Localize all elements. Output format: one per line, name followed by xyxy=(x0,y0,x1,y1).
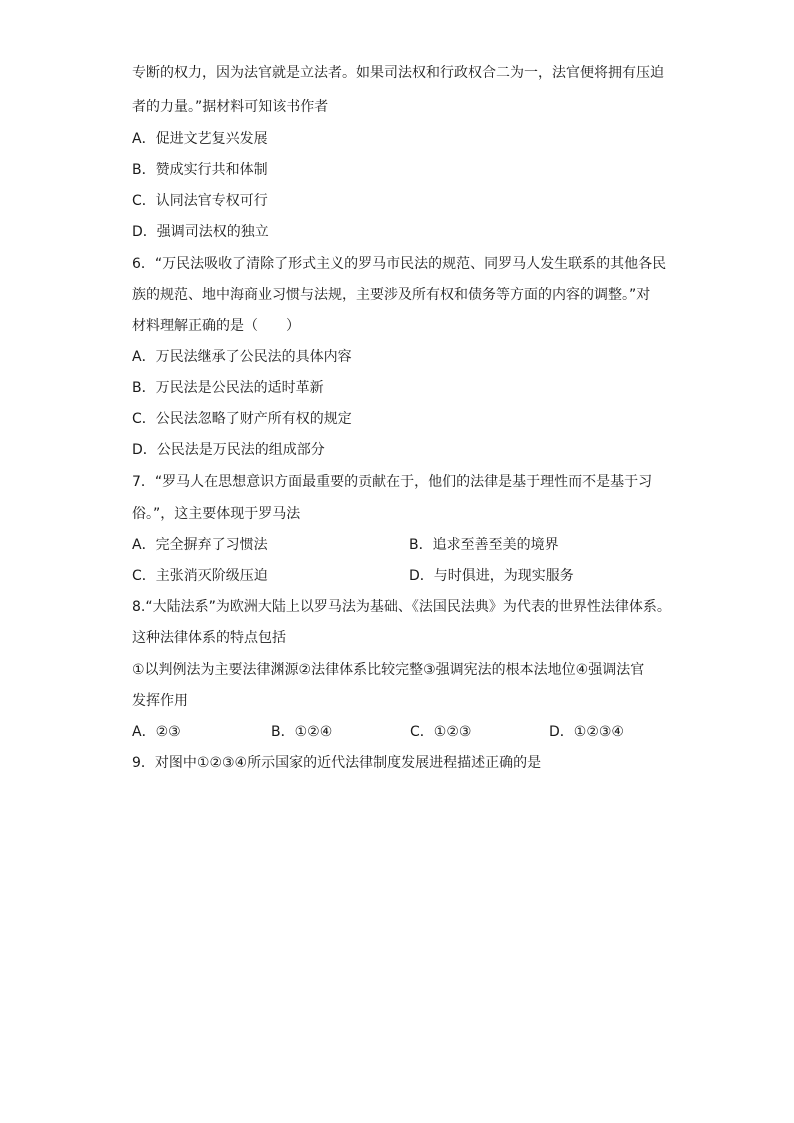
q7-option-b: B．追求至善至美的境界 xyxy=(409,537,559,553)
q6-stem-line-2: 族的规范、地中海商业习惯与法规，主要涉及所有权和债务等方面的内容的调整。”对 xyxy=(132,287,651,303)
q7-option-a: A．完全摒弃了习惯法 xyxy=(132,537,268,553)
q7-stem-line-1: 7．“罗马人在思想意识方面最重要的贡献在于，他们的法律是基于理性而不是基于习 xyxy=(132,474,653,490)
q8-option-a: A．②③ xyxy=(132,724,181,740)
q8-stem-line-1: 8.“大陆法系”为欧洲大陆上以罗马法为基础、《法国民法典》为代表的世界性法律体系。 xyxy=(132,599,671,615)
q6-option-b: B．万民法是公民法的适时革新 xyxy=(132,380,324,396)
q5-stem-line-2: 者的力量。”据材料可知该书作者 xyxy=(132,99,329,115)
q8-stem-line-4: 发挥作用 xyxy=(132,693,188,709)
q5-option-a: A．促进文艺复兴发展 xyxy=(132,131,268,147)
q9-stem-line-1: 9．对图中①②③④所示国家的近代法律制度发展进程描述正确的是 xyxy=(132,755,542,771)
q7-option-c: C．主张消灭阶级压迫 xyxy=(132,568,268,584)
q8-option-b: B．①②④ xyxy=(271,724,333,740)
q6-stem-line-1: 6．“万民法吸收了清除了形式主义的罗马市民法的规范、同罗马人发生联系的其他各民 xyxy=(132,256,667,272)
q8-stem-line-3: ①以判例法为主要法律渊源②法律体系比较完整③强调宪法的根本法地位④强调法官 xyxy=(132,662,645,678)
q6-stem-line-3: 材料理解正确的是（ ） xyxy=(132,318,300,334)
q5-option-d: D．强调司法权的独立 xyxy=(132,224,269,240)
q5-option-b: B．赞成实行共和体制 xyxy=(132,162,268,178)
q6-option-d: D．公民法是万民法的组成部分 xyxy=(132,442,325,458)
q7-stem-line-2: 俗。”，这主要体现于罗马法 xyxy=(132,506,301,522)
q8-stem-line-2: 这种法律体系的特点包括 xyxy=(132,630,286,646)
q5-option-c: C．认同法官专权可行 xyxy=(132,193,268,209)
q5-stem-line-1: 专断的权力，因为法官就是立法者。如果司法权和行政权合二为一，法官便将拥有压迫 xyxy=(132,65,664,81)
q6-option-a: A．万民法继承了公民法的具体内容 xyxy=(132,349,352,365)
q8-option-c: C．①②③ xyxy=(410,724,472,740)
q8-option-d: D．①②③④ xyxy=(549,724,624,740)
q7-option-d: D．与时俱进，为现实服务 xyxy=(409,568,574,584)
q6-option-c: C．公民法忽略了财产所有权的规定 xyxy=(132,411,352,427)
